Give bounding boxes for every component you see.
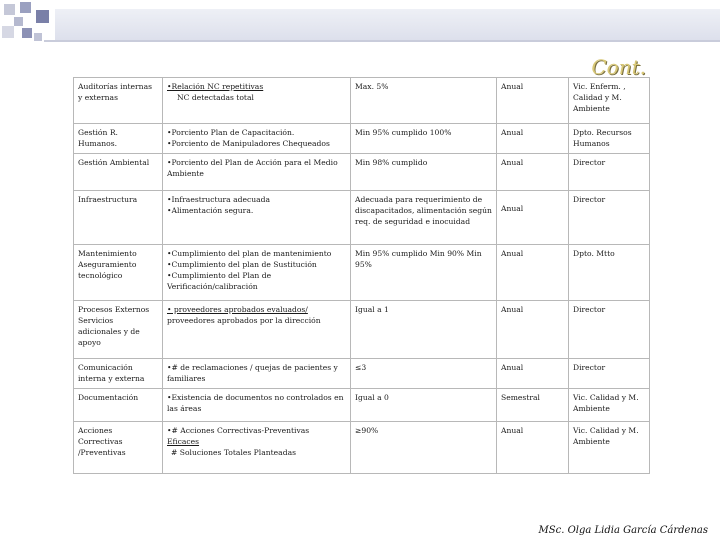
area-cell: Auditorías internas y externas (74, 78, 163, 124)
table-row (74, 422, 650, 474)
indicator-line: •Porciento de Manipuladores Chequeados (167, 139, 330, 148)
frequency-cell: Anual (497, 245, 569, 301)
indicator-cell (163, 245, 351, 301)
area-cell: Comunicación interna y externa (74, 359, 163, 389)
goal-cell: Igual a 0 (351, 389, 497, 422)
table-row (74, 245, 650, 301)
responsible-cell: Director (569, 359, 650, 389)
area-cell: Documentación (74, 389, 163, 422)
responsible-cell: Director (569, 191, 650, 245)
frequency-cell: Anual (497, 422, 569, 474)
indicator-line: •Relación NC repetitivas (167, 82, 264, 91)
indicator-line: •# de reclamaciones / quejas de pacientes y familiares (167, 363, 341, 383)
responsible-cell: Vic. Calidad y M. Ambiente (569, 389, 650, 422)
table-row (74, 154, 650, 191)
indicator-cell (163, 301, 351, 359)
indicator-line: •Infraestructura adecuada (167, 195, 271, 204)
goal-cell: Min 95% cumplido Min 90% Min 95% (351, 245, 497, 301)
goal-cell: Igual a 1 (351, 301, 497, 359)
indicator-line: •Cumplimiento del Plan de Verificación/calibración (167, 271, 274, 291)
indicator-line: Eficaces (167, 437, 200, 446)
area-cell: Infraestructura (74, 191, 163, 245)
indicators-table (73, 77, 650, 474)
table-row (74, 301, 650, 359)
table-row (74, 124, 650, 154)
goal-cell: Max. 5% (351, 78, 497, 124)
frequency-cell: Anual (497, 191, 569, 245)
header-divider (44, 40, 720, 42)
indicator-line: •Porciento Plan de Capacitación. (167, 128, 295, 137)
indicator-cell (163, 389, 351, 422)
indicator-line: • proveedores aprobados evaluados/ (167, 305, 308, 314)
indicator-cell (163, 124, 351, 154)
frequency-cell: Anual (497, 359, 569, 389)
frequency-cell: Anual (497, 78, 569, 124)
frequency-cell: Anual (497, 301, 569, 359)
indicator-line: •Alimentación segura. (167, 206, 254, 215)
indicator-cell (163, 191, 351, 245)
indicator-line: proveedores aprobados por la dirección (167, 316, 321, 325)
table-row (74, 191, 650, 245)
goal-cell: Min 98% cumplido (351, 154, 497, 191)
indicator-line: # Soluciones Totales Planteadas (171, 448, 296, 457)
responsible-cell: Dpto. Recursos Humanos (569, 124, 650, 154)
author-footer: MSc. Olga Lidia García Cárdenas (538, 525, 708, 536)
responsible-cell: Vic. Calidad y M. Ambiente (569, 422, 650, 474)
indicator-cell (163, 359, 351, 389)
frequency-cell: Semestral (497, 389, 569, 422)
responsible-cell: Director (569, 154, 650, 191)
header-band (55, 9, 720, 40)
table-row (74, 359, 650, 389)
frequency-cell: Anual (497, 124, 569, 154)
responsible-cell: Vic. Enferm. , Calidad y M. Ambiente (569, 78, 650, 124)
area-cell: Acciones Correctivas /Preventivas (74, 422, 163, 474)
goal-cell: Adecuada para requerimiento de discapacitados, alimentación según req. de seguridad e inocuidad (351, 191, 497, 245)
indicator-line: •# Acciones Correctivas-Preventivas (167, 426, 310, 435)
table-row (74, 78, 650, 124)
goal-cell: Min 95% cumplido 100% (351, 124, 497, 154)
goal-cell: ≥90% (351, 422, 497, 474)
area-cell: Procesos Externos Servicios adicionales y de apoyo (74, 301, 163, 359)
area-cell: Gestión Ambiental (74, 154, 163, 191)
area-cell: Mantenimiento Aseguramiento tecnológico (74, 245, 163, 301)
indicator-line: NC detectadas total (177, 93, 254, 102)
continuation-label: Cont. (591, 55, 646, 79)
responsible-cell: Dpto. Mtto (569, 245, 650, 301)
indicator-cell (163, 422, 351, 474)
goal-cell: ≤3 (351, 359, 497, 389)
indicator-line: •Cumplimiento del plan de mantenimiento (167, 249, 332, 258)
frequency-cell: Anual (497, 154, 569, 191)
indicator-line: •Existencia de documentos no controlados en las áreas (167, 393, 346, 413)
indicator-cell (163, 78, 351, 124)
indicator-line: •Cumplimiento del plan de Sustitución (167, 260, 317, 269)
indicator-line: •Porciento del Plan de Acción para el Medio Ambiente (167, 158, 341, 178)
responsible-cell: Director (569, 301, 650, 359)
indicator-cell (163, 154, 351, 191)
table-row (74, 389, 650, 422)
area-cell: Gestión R. Humanos. (74, 124, 163, 154)
